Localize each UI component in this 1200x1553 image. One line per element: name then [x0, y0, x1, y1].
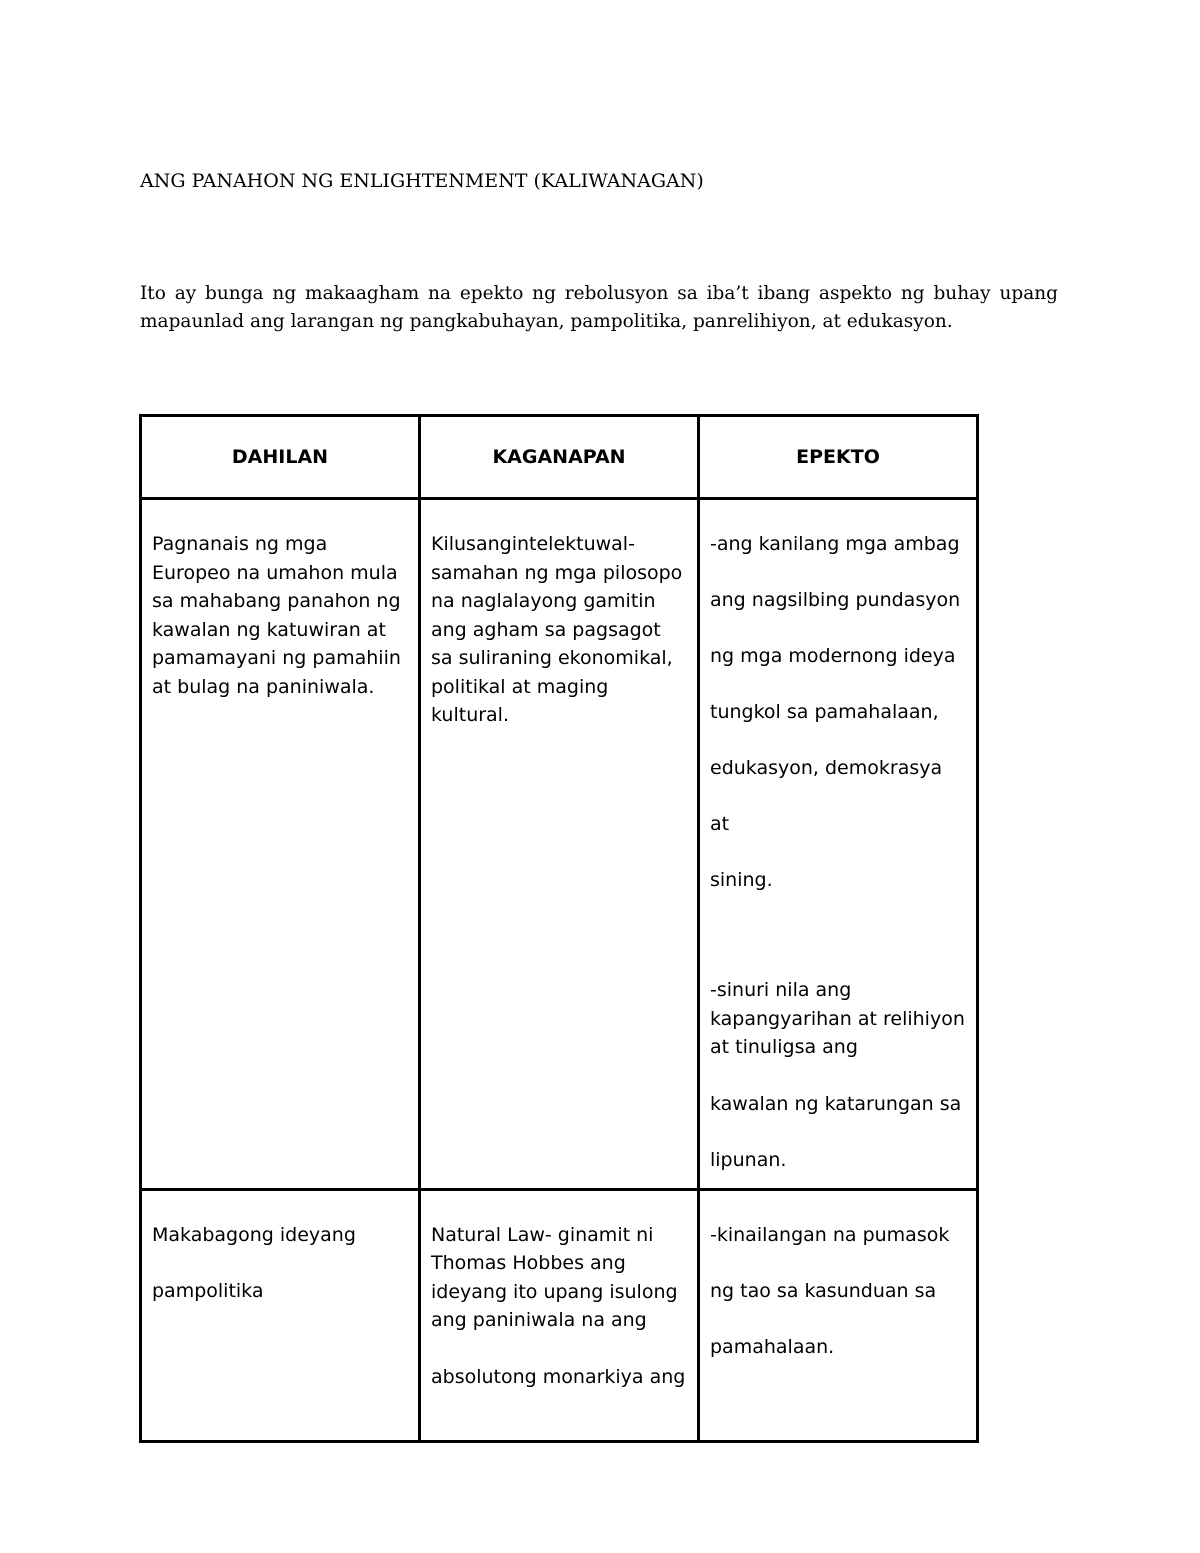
intro-paragraph: Ito ay bunga ng makaagham na epekto ng rebolusyon sa iba’t ibang aspekto ng buhay upang mapaunlad ang larangan ng pangkabuhayan, pampolitika, panrelihiyon, at edukasyon.	[140, 283, 1058, 332]
header-kaganapan: KAGANAPAN	[420, 416, 699, 499]
cell-kaganapan	[420, 1189, 699, 1441]
table-header-row	[141, 416, 978, 499]
epekto-line: kawalan ng katarungan sa	[710, 1092, 962, 1115]
page-title: ANG PANAHON NG ENLIGHTENMENT (KALIWANAGAN)	[140, 170, 704, 192]
epekto-paragraph: -sinuri nila ang kapangyarihan at relihiyon at tinuligsa ang	[710, 979, 965, 1058]
epekto-line: pamahalaan.	[710, 1335, 835, 1358]
table-row	[141, 1189, 978, 1441]
epekto-line: edukasyon, demokrasya at	[710, 757, 943, 835]
epekto-line: -ang kanilang mga ambag	[710, 533, 960, 555]
kaganapan-text: Kilusangintelektuwal- samahan ng mga pilosopo na naglalayong gamitin ang agham sa pagsagot sa suliraning ekonomikal, politikal at maging kultural.	[431, 533, 683, 726]
cell-dahilan	[141, 499, 420, 1190]
dahilan-line: Makabagong ideyang	[152, 1223, 356, 1246]
epekto-line: lipunan.	[710, 1148, 787, 1171]
header-dahilan: DAHILAN	[141, 416, 420, 499]
epekto-line: tungkol sa pamahalaan,	[710, 701, 939, 723]
epekto-line: sining.	[710, 869, 773, 891]
cell-epekto	[699, 499, 978, 1190]
cause-event-effect-table	[139, 414, 979, 1443]
kaganapan-line: absolutong monarkiya ang	[431, 1365, 686, 1388]
kaganapan-text: Natural Law- ginamit ni Thomas Hobbes ang ideyang ito upang isulong ang paniniwala na ang	[431, 1223, 678, 1331]
epekto-line: ng tao sa kasunduan sa	[710, 1279, 937, 1302]
header-epekto: EPEKTO	[699, 416, 978, 499]
dahilan-text: Pagnanais ng mga Europeo na umahon mula sa mahabang panahon ng kawalan ng katuwiran at pamamayani ng pamahiin at bulag na paniniwala.	[152, 533, 401, 698]
cell-dahilan	[141, 1189, 420, 1441]
cell-epekto	[699, 1189, 978, 1441]
epekto-line: ang nagsilbing pundasyon	[710, 589, 961, 611]
dahilan-line: pampolitika	[152, 1279, 264, 1302]
cell-kaganapan	[420, 499, 699, 1190]
epekto-line: -kinailangan na pumasok	[710, 1223, 950, 1246]
epekto-line: ng mga modernong ideya	[710, 645, 956, 667]
table-row	[141, 499, 978, 1190]
